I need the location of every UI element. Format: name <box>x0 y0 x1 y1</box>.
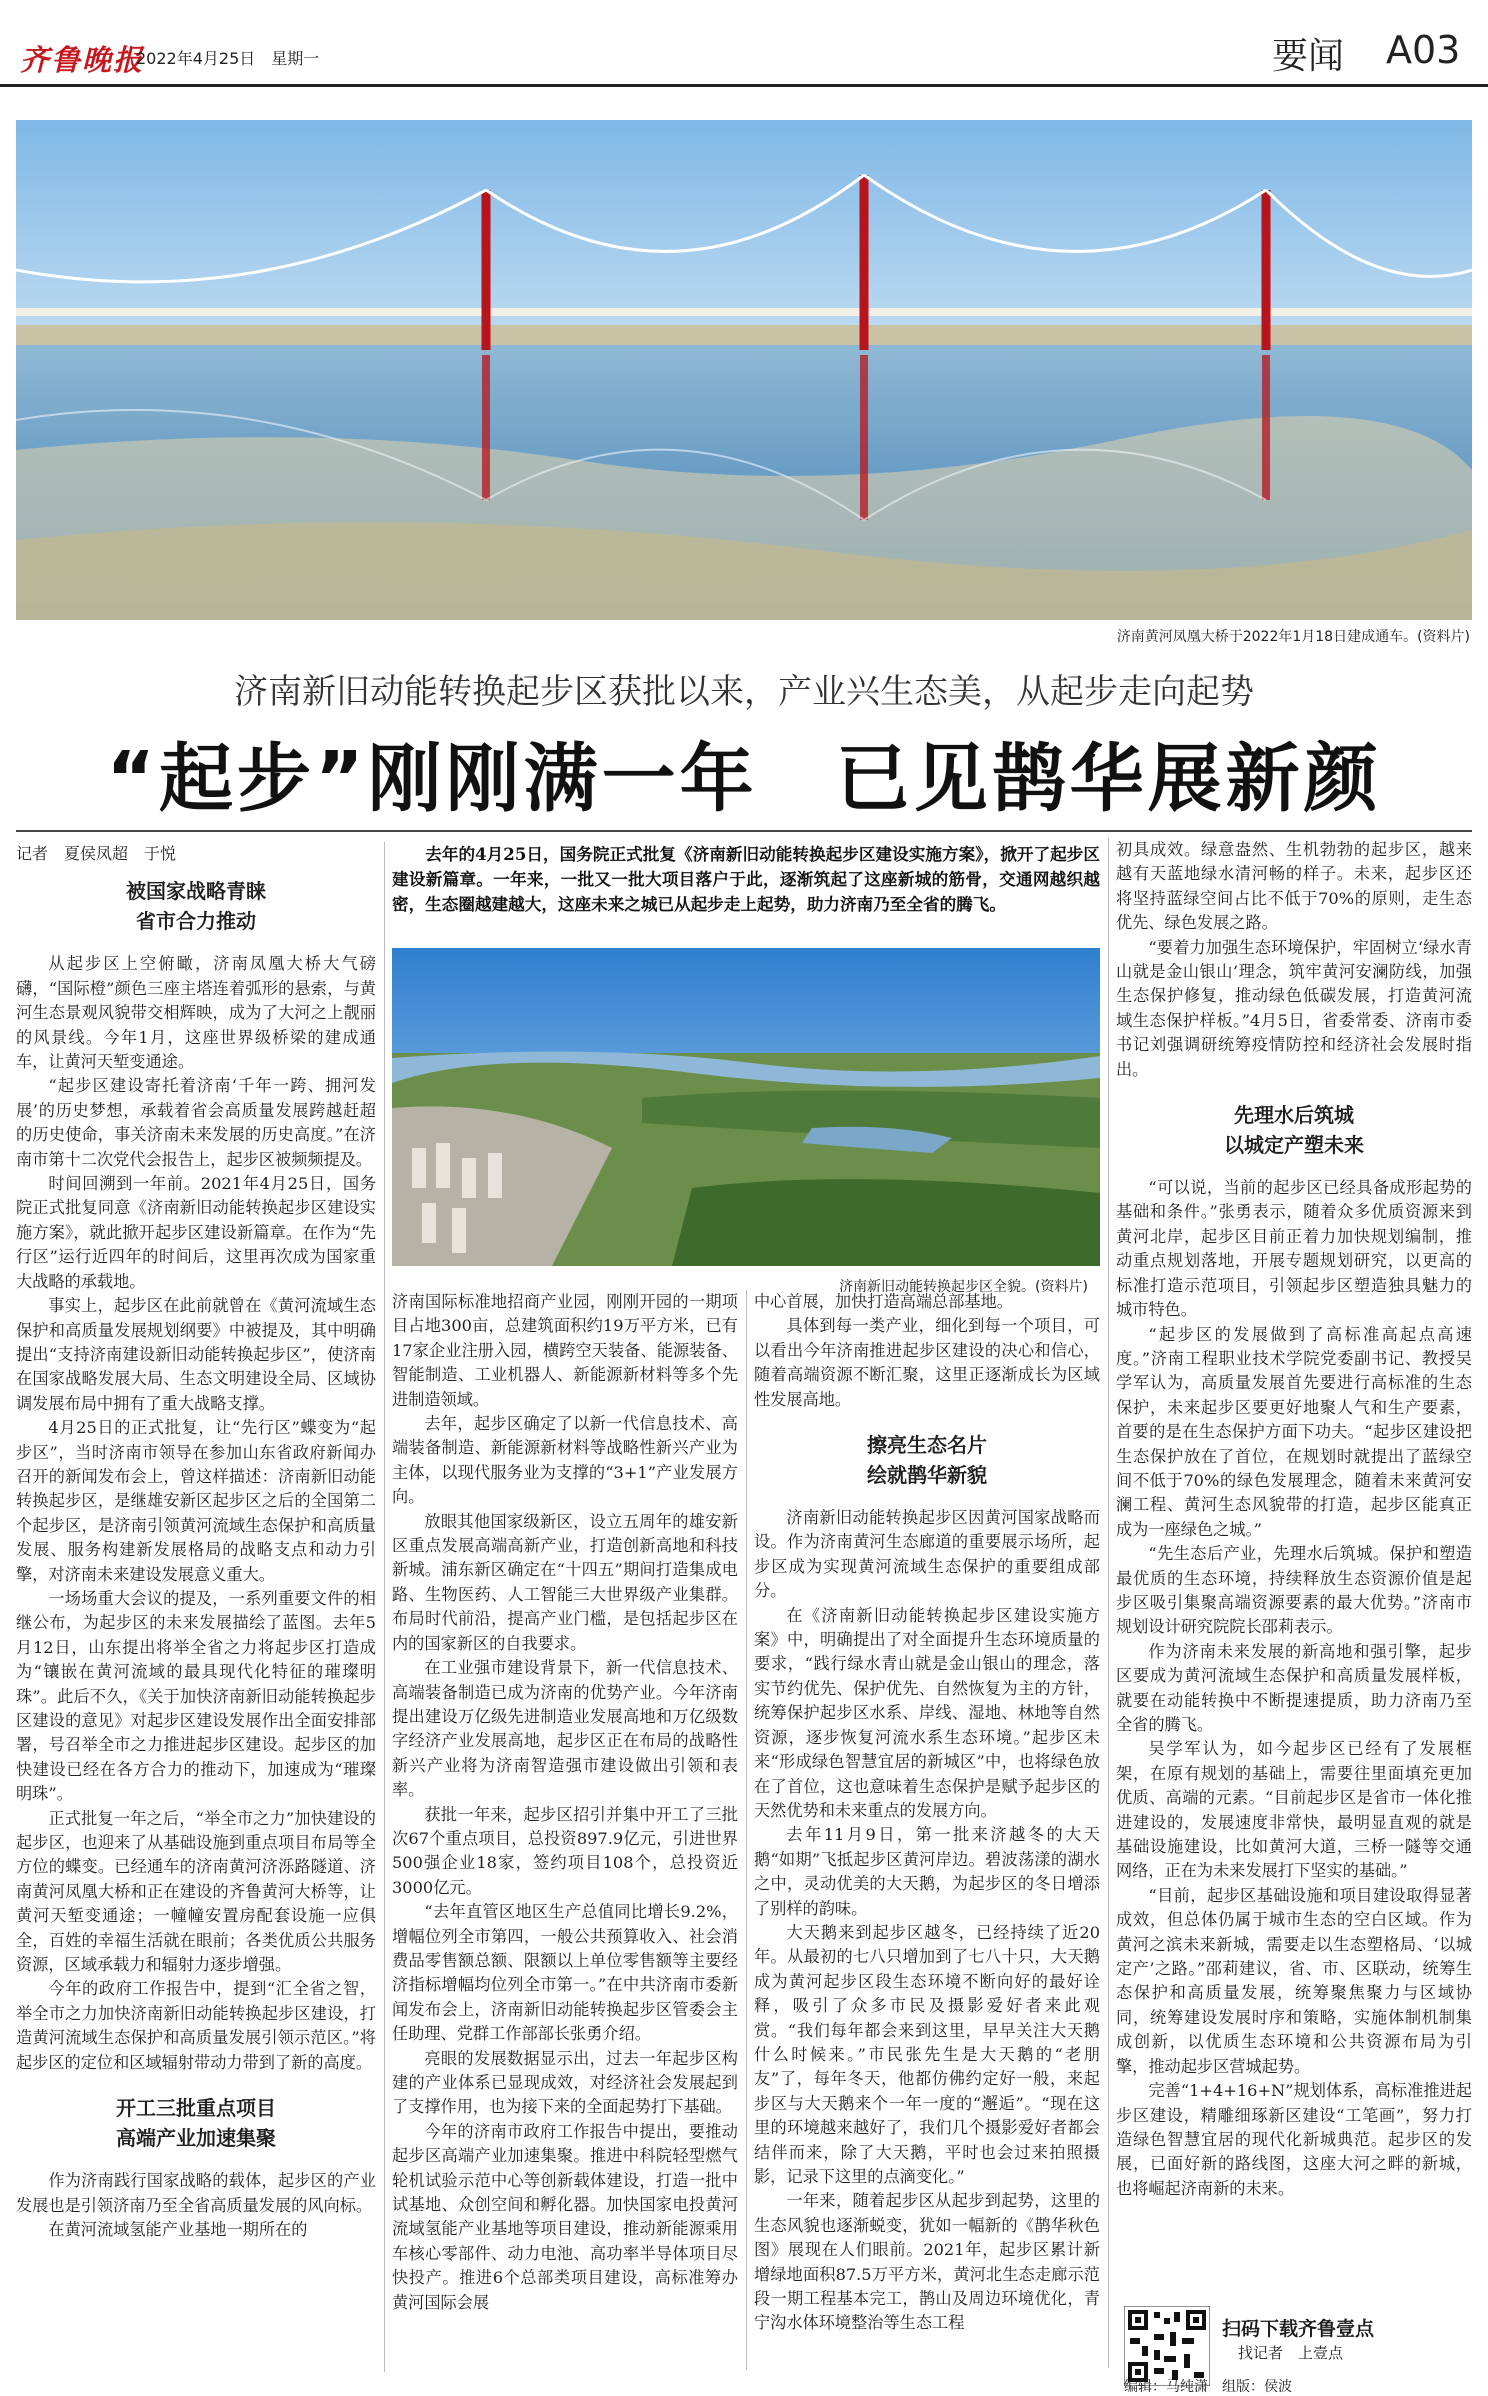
paragraph: 4月25日的正式批复，让“先行区”蝶变为“起步区”，当时济南市领导在参加山东省政府新闻办召开的新闻发布会上，曾这样描述：济南新旧动能转换起步区，是继雄安新区起步区之后的全国第二个起步区，是济南引领黄河流域生态保护和高质量发展、服务构建新发展格局的战略支点和动力引擎，对济南未来建设发展意义重大。 <box>16 1418 376 1584</box>
paragraph: 济南国际标准地招商产业园，刚刚开园的一期项目占地300亩，总建筑面积约19万平方米，已有17家企业注册入园，横跨空天装备、能源装备、智能制造、工业机器人、新能源新材料等多个先进制造领域。 <box>392 1292 738 1409</box>
paragraph: 今年的济南市政府工作报告中提出，要推动起步区高端产业加速集聚。推进中科院轻型燃气轮机试验示范中心等创新载体建设，打造一批中试基地、众创空间和孵化器。加快国家电投黄河流域氢能产业基地等项目建设，推动新能源乘用车核心零部件、动力电池、高功率半导体项目尽快投产。推进6个总部类项目建设，高标准筹办黄河国际会展 <box>392 2121 738 2312</box>
paragraph: 完善“1+4+16+N”规划体系，高标准推进起步区建设，精雕细琢新区建设“工笔画”，努力打造绿色智慧宜居的现代化新城典范。起步区的发展，已面好新的路线图，这座大河之畔的新城，也将崛起济南新的未来。 <box>1116 2081 1472 2198</box>
subhead-2: 开工三批重点项目 高端产业加速集聚 <box>116 2096 276 2151</box>
text-column-3 <box>754 1290 1100 2336</box>
column-divider <box>746 1290 747 2370</box>
paragraph: “起步区的发展做到了高标准高起点高速度。”济南工程职业技术学院党委副书记、教授吴学军认为，高质量发展首先要进行高标准的生态保护，未来起步区要更好地聚人气和生产要素，首要的是在生态保护方面下功夫。“起步区建设把生态保护放在了首位，在规划时就提出了蓝绿空间不低于70%的绿色发展理念，随着未来黄河安澜工程、黄河生态风貌带的打造，起步区能真正成为一座绿色之城。” <box>1116 1324 1472 1539</box>
paragraph: “先生态后产业，先理水后筑城。保护和塑造最优质的生态环境，持续释放生态资源价值是起步区吸引集聚高端资源要素的最大优势。”济南市规划设计研究院院长邵莉表示。 <box>1116 1544 1472 1637</box>
qr-slogan: 扫码下载齐鲁壹点 <box>1222 2318 1375 2340</box>
hero-caption: 济南黄河凤凰大桥于2022年1月18日建成通车。(资料片) <box>1116 629 1470 645</box>
paragraph: 事实上，起步区在此前就曾在《黄河流域生态保护和高质量发展规划纲要》中被提及，其中明确提出“支持济南建设新旧动能转换起步区”，使济南在国家战略发展大局、生态文明建设全局、区域协调发展布局中拥有了重大战略支撑。 <box>16 1296 376 1413</box>
paragraph: “要着力加强生态环境保护，牢固树立‘绿水青山就是金山银山’理念，筑牢黄河安澜防线，加强生态保护修复，推动绿色低碳发展，打造黄河流域生态保护样板。”4月5日，省委常委、济南市委书记刘强调研统筹疫情防控和经济社会发展时指出。 <box>1116 937 1472 1079</box>
paragraph: 大天鹅来到起步区越冬，已经持续了近20年。从最初的七八只增加到了七八十只，大天鹅成为黄河起步区段生态环境不断向好的最好诠释，吸引了众多市民及摄影爱好者来此观赏。“我们每年都会来到这里，早早关注大天鹅什么时候来。”市民张先生是大天鹅的“老朋友”了，每年冬天，他都仿佛约定好一般，来起步区与大天鹅来个一年一度的“邂逅”。“现在这里的环境越来越好了，我们几个摄影爱好者都会结伴而来，除了大天鹅，平时也会过来拍照摄影，记录下这里的点滴变化。” <box>754 1922 1100 2186</box>
section-name: 要闻 <box>1272 36 1345 77</box>
paragraph: 去年11月9日，第一批来济越冬的大天鹅“如期”飞抵起步区黄河岸边。碧波荡漾的湖水之中，灵动优美的大天鹅，为起步区的冬日增添了别样的韵味。 <box>754 1825 1100 1918</box>
editor-credit: 编辑：马纯潇 组版：侯波 <box>1124 2379 1292 2395</box>
paragraph: 济南新旧动能转换起步区因黄河国家战略而设。作为济南黄河生态廊道的重要展示场所，起步区成为实现黄河流域生态保护的重要组成部分。 <box>754 1508 1100 1601</box>
hero-photo-bridge <box>16 120 1472 620</box>
paragraph: 亮眼的发展数据显示出，过去一年起步区构建的产业体系已显现成效，对经济社会发展起到了支撑作用，也为接下来的全面起势打下基础。 <box>392 2048 738 2117</box>
aerial-photo <box>392 948 1100 1266</box>
paragraph: 时间回溯到一年前。2021年4月25日，国务院正式批复同意《济南新旧动能转换起步区建设实施方案》，就此掀开起步区建设新篇章。在作为“先行区”运行近四年的时间后，这里再次成为国家重大战略的承载地。 <box>16 1174 376 1291</box>
paragraph: 初具成效。绿意盎然、生机勃勃的起步区，越来越有天蓝地绿水清河畅的样子。未来，起步区还将坚持蓝绿空间占比不低于70%的原则，走生态优先、绿色发展之路。 <box>1116 840 1472 933</box>
title-rule <box>16 830 1472 832</box>
paragraph: 在黄河流域氢能产业基地一期所在的 <box>48 2219 308 2239</box>
paragraph: 中心首展，加快打造高端总部基地。 <box>754 1292 1013 1311</box>
byline: 记者 夏侯凤超 于悦 <box>16 844 177 863</box>
paragraph: “去年直管区地区生产总值同比增长9.2%，增幅位列全市第四，一般公共预算收入、社会消费品零售额总额、限额以上单位零售额等主要经济指标增幅均位列全市第一。”在中共济南市委新闻发布会上，济南新旧动能转换起步区管委会主任助理、党群工作部部长张勇介绍。 <box>392 1902 738 2044</box>
subhead-4: 先理水后筑城 以城定产塑未来 <box>1224 1103 1364 1158</box>
paragraph: 从起步区上空俯瞰，济南凤凰大桥大气磅礴，“国际橙”颜色三座主塔连着弧形的悬索，与黄河生态景观风貌带交相辉映，成为了大河之上靓丽的风景线。今年1月，这座世界级桥梁的建成通车，让黄河天堑变通途。 <box>16 954 376 1072</box>
qr-subtext: 找记者 上壹点 <box>1238 2344 1344 2362</box>
issue-date: 2022年4月25日 星期一 <box>136 49 320 68</box>
paragraph: 放眼其他国家级新区，设立五周年的雄安新区重点发展高端高新产业，打造创新高地和科技新城。浦东新区确定在“十四五”期间打造集成电路、生物医药、人工智能三大世界级产业集群。布局时代前沿，提高产业门槛，是包括起步区在内的国家新区的自我要求。 <box>392 1511 738 1653</box>
paragraph: 在工业强市建设背景下，新一代信息技术、高端装备制造已成为济南的优势产业。今年济南提出建设万亿级先进制造业发展高地和万亿级数字经济产业发展高地，起步区正在布局的战略性新兴产业将为济南智造强市建设做出引领和表率。 <box>392 1658 738 1800</box>
paragraph: 去年，起步区确定了以新一代信息技术、高端装备制造、新能源新材料等战略性新兴产业为主体，以现代服务业为支撑的“3+1”产业发展方向。 <box>392 1414 738 1507</box>
subhead-3: 擦亮生态名片 绘就鹊华新貌 <box>867 1433 987 1488</box>
paragraph: “可以说，当前的起步区已经具备成形起势的基础和条件。”张勇表示，随着众多优质资源来到黄河北岸，起步区目前正着力加快规划编制，推动重点规划落地，开展专题规划研究，以更高的标准打造示范项目，引领起步区塑造独具魅力的城市特色。 <box>1116 1178 1472 1320</box>
paragraph: 具体到每一类产业，细化到每一个项目，可以看出今年济南推进起步区建设的决心和信心，随着高端资源不断汇聚，这里正逐渐成长为区域性发展高地。 <box>754 1316 1100 1409</box>
paragraph: 一场场重大会议的提及，一系列重要文件的相继公布，为起步区的未来发展描绘了蓝图。去年5月12日，山东提出将举全省之力将起步区打造成为“镶嵌在黄河流域的最具现代化特征的璀璨明珠”。此后不久，《关于加快济南新旧动能转换起步区建设的意见》对起步区建设发展作出全面安排部署，号召举全市之力推进起步区建设。起步区的加快建设已经在各方合力的推动下，加速成为“璀璨明珠”。 <box>16 1588 376 1804</box>
masthead-logo: 齐鲁晚报 <box>20 43 145 77</box>
qr-code-icon[interactable] <box>1124 2306 1210 2386</box>
article-lead: 去年的4月25日，国务院正式批复《济南新旧动能转换起步区建设实施方案》，掀开了起步区建设新篇章。一年来，一批又一批大项目落户于此，逐渐筑起了这座新城的筋骨，交通网越织越密，生态圈越建越大，这座未来之城已从起步走上起势，助力济南乃至全省的腾飞。 <box>392 844 1100 914</box>
text-column-1 <box>16 842 376 2242</box>
text-column-2 <box>392 1290 738 2315</box>
paragraph: 今年的政府工作报告中，提到“汇全省之智，举全市之力加快济南新旧动能转换起步区建设，打造黄河流域生态保护和高质量发展引领示范区。”将起步区的定位和区域辐射带动力带到了新的高度。 <box>16 1979 376 2072</box>
paragraph: 正式批复一年之后，“举全市之力”加快建设的起步区，也迎来了从基础设施到重点项目布局等全方位的蝶变。已经通车的济南黄河济泺路隧道、济南黄河凤凰大桥和正在建设的齐鲁黄河大桥等，让黄河天堑变通途；一幢幢安置房配套设施一应俱全，百姓的幸福生活就在眼前；各类优质公共服务资源，区域承载力和辐射力逐步增强。 <box>16 1808 376 1975</box>
paragraph: 作为济南践行国家战略的载体，起步区的产业发展也是引领济南乃至全省高质量发展的风向标。 <box>16 2171 376 2215</box>
paragraph: 获批一年来，起步区招引并集中开工了三批次67个重点项目，总投资897.9亿元，引进世界500强企业18家，签约项目108个，总投资近3000亿元。 <box>392 1804 738 1897</box>
aerial-photo-caption: 济南新旧动能转换起步区全貌。(资料片) <box>839 1279 1088 1295</box>
column-divider <box>1108 838 1109 2368</box>
page-number: A03 <box>1386 28 1461 72</box>
subhead-1: 被国家战略青睐 省市合力推动 <box>126 879 266 934</box>
article-headline: “起步”刚刚满一年 已见鹊华展新颜 <box>106 736 1382 822</box>
text-column-4 <box>1116 838 1472 2201</box>
paragraph: “目前，起步区基础设施和项目建设取得显著成效，但总体仍属于城市生态的空白区域。作为黄河之滨未来新城，需要走以生态塑格局、‘以城定产’之路。”邵莉建议，省、市、区联动，统筹生态保护和高质量发展，统筹聚焦聚力与区域协同，统筹建设发展时序和策略，实施体制机制集成创新，以优质生态环境和公共资源布局为引擎，推动起步区营城起势。 <box>1116 1885 1472 2076</box>
paragraph: 在《济南新旧动能转换起步区建设实施方案》中，明确提出了对全面提升生态环境质量的要求，“践行绿水青山就是金山银山的理念，落实节约优先、保护优先、自然恢复为主的方针，统筹保护起步区水系、岸线、湿地、林地等自然资源，逐步恢复河流水系生态环境。”起步区未来“形成绿色智慧宜居的新城区”中，也将绿色放在了首位，这也意味着生态保护是赋予起步区的天然优势和未来重点的发展方向。 <box>754 1605 1100 1820</box>
header-rule <box>0 84 1488 87</box>
column-divider <box>384 842 385 2372</box>
paragraph: “起步区建设寄托着济南‘千年一跨、拥河发展’的历史梦想，承载着省会高质量发展跨越赶超的历史使命，事关济南未来发展的历史高度。”在济南市第十二次党代会报告上，起步区被频频提及。 <box>16 1076 376 1169</box>
paragraph: 吴学军认为，如今起步区已经有了发展框架，在原有规划的基础上，需要往里面填充更加优质、高端的元素。“目前起步区是省市一体化推进建设的，发展速度非常快，最明显直观的就是基础设施建设，比如黄河大道，三桥一隧等交通网络，正在为未来发展打下坚实的基础。” <box>1116 1739 1472 1881</box>
article-kicker: 济南新旧动能转换起步区获批以来，产业兴生态美，从起步走向起势 <box>234 672 1254 712</box>
paragraph: 一年来，随着起步区从起步到起势，这里的生态风貌也逐渐蜕变，犹如一幅新的《鹊华秋色图》展现在人们眼前。2021年，起步区累计新增绿地面积87.5万平方米，黄河北生态走廊示范段一期工程基本完工，鹊山及周边环境优化，青宁沟水体环境整治等生态工程 <box>754 2191 1100 2333</box>
paragraph: 作为济南未来发展的新高地和强引擎，起步区要成为黄河流域生态保护和高质量发展样板，就要在动能转换中不断提速提质，助力济南乃至全省的腾飞。 <box>1116 1641 1472 1734</box>
